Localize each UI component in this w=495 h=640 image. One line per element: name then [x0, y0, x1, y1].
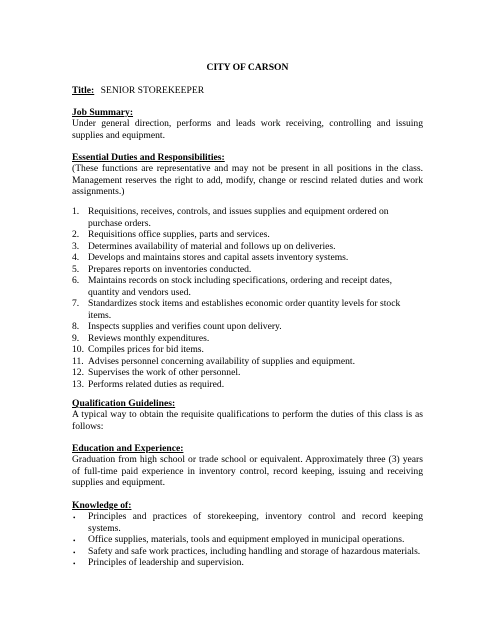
duty-text: Standardizes stock items and establishes economic order quantity levels for stock items.: [88, 298, 401, 321]
duty-number: 1.: [72, 206, 80, 217]
duty-text: Requisitions office supplies, parts and services.: [88, 229, 270, 240]
knowledge-text: Principles and practices of storekeeping, inventory control and record keeping systems.: [88, 511, 423, 534]
duty-number: 7.: [72, 298, 80, 309]
knowledge-text: Office supplies, materials, tools and equipment employed in municipal operations.: [88, 534, 405, 545]
job-summary-text: Under general direction, performs and leads work receiving, controlling and issuing supplies and equipment.: [72, 118, 423, 141]
duty-text: Determines availability of material and follows up on deliveries.: [88, 240, 336, 252]
duty-text: Maintains records on stock including specifications, ordering and receipt dates, quantity and vendors used.: [88, 275, 392, 298]
duty-text: Reviews monthly expenditures.: [88, 332, 210, 344]
duties-list: [72, 206, 423, 390]
duty-item: [72, 333, 423, 345]
duty-item: [72, 264, 423, 276]
document-title: CITY OF CARSON: [206, 62, 289, 73]
duties-heading: Essential Duties and Responsibilities:: [72, 152, 225, 163]
duty-item: [72, 298, 423, 321]
duty-item: [72, 275, 423, 298]
duty-text: Develops and maintains stores and capital assets inventory systems.: [88, 252, 349, 263]
duty-number: 12.: [72, 367, 84, 378]
duty-number: 5.: [72, 263, 80, 275]
knowledge-text: Principles of leadership and supervision.: [88, 557, 244, 568]
position-title-line: [72, 85, 204, 97]
duty-number: 4.: [72, 252, 80, 263]
knowledge-item: [72, 534, 423, 546]
job-summary-heading: Job Summary:: [72, 107, 134, 118]
duty-item: [72, 241, 423, 253]
knowledge-item: [72, 511, 423, 534]
bullet-icon: •: [73, 537, 76, 545]
duty-text: Compiles prices for bid items.: [88, 344, 204, 355]
duty-number: 13.: [72, 378, 84, 390]
duty-text: Prepares reports on inventories conducted.: [88, 263, 252, 275]
duty-text: Advises personnel concerning availability of supplies and equipment.: [88, 355, 355, 367]
duty-number: 2.: [72, 229, 80, 240]
duty-number: 9.: [72, 332, 80, 344]
duty-number: 3.: [72, 240, 80, 252]
knowledge-item: [72, 546, 423, 558]
duty-number: 8.: [72, 321, 80, 332]
position-title-value: SENIOR STOREKEEPER: [100, 85, 205, 96]
education-text: Graduation from high school or trade school or equivalent. Approximately three (3) years of full-time paid experience in inventory control, record keeping, issuing and receiving supplies and equipment.: [72, 454, 423, 488]
duty-number: 10.: [72, 344, 84, 355]
education-heading: Education and Experience:: [72, 443, 184, 454]
duty-text: Performs related duties as required.: [88, 378, 225, 390]
duty-item: [72, 229, 423, 241]
duty-text: Inspects supplies and verifies count upon delivery.: [88, 321, 282, 332]
bullet-icon: •: [73, 514, 76, 522]
knowledge-list: [72, 511, 423, 569]
qualification-heading: Qualification Guidelines:: [72, 398, 176, 409]
duties-intro: (These functions are representative and may not be present in all positions in the class. Management reserves the right to add, modify, change or rescind related duties and work assignments.): [72, 163, 423, 197]
qualification-text: A typical way to obtain the requisite qualifications to perform the duties of this class is as follows:: [72, 409, 423, 432]
duty-item: [72, 367, 423, 379]
duty-item: [72, 206, 423, 229]
knowledge-heading: Knowledge of:: [72, 500, 132, 511]
duty-item: [72, 379, 423, 391]
duty-text: Requisitions, receives, controls, and issues supplies and equipment ordered on purchase orders.: [88, 206, 389, 229]
knowledge-item: [72, 557, 423, 569]
duty-item: [72, 321, 423, 333]
duty-item: [72, 356, 423, 368]
knowledge-text: Safety and safe work practices, including handling and storage of hazardous materials.: [88, 545, 421, 557]
duty-number: 6.: [72, 275, 80, 286]
bullet-icon: •: [73, 560, 76, 568]
duty-item: [72, 252, 423, 264]
position-title-label: Title:: [72, 85, 95, 96]
duty-item: [72, 344, 423, 356]
duty-text: Supervises the work of other personnel.: [88, 367, 241, 378]
bullet-icon: •: [73, 548, 76, 557]
duty-number: 11.: [72, 355, 84, 367]
